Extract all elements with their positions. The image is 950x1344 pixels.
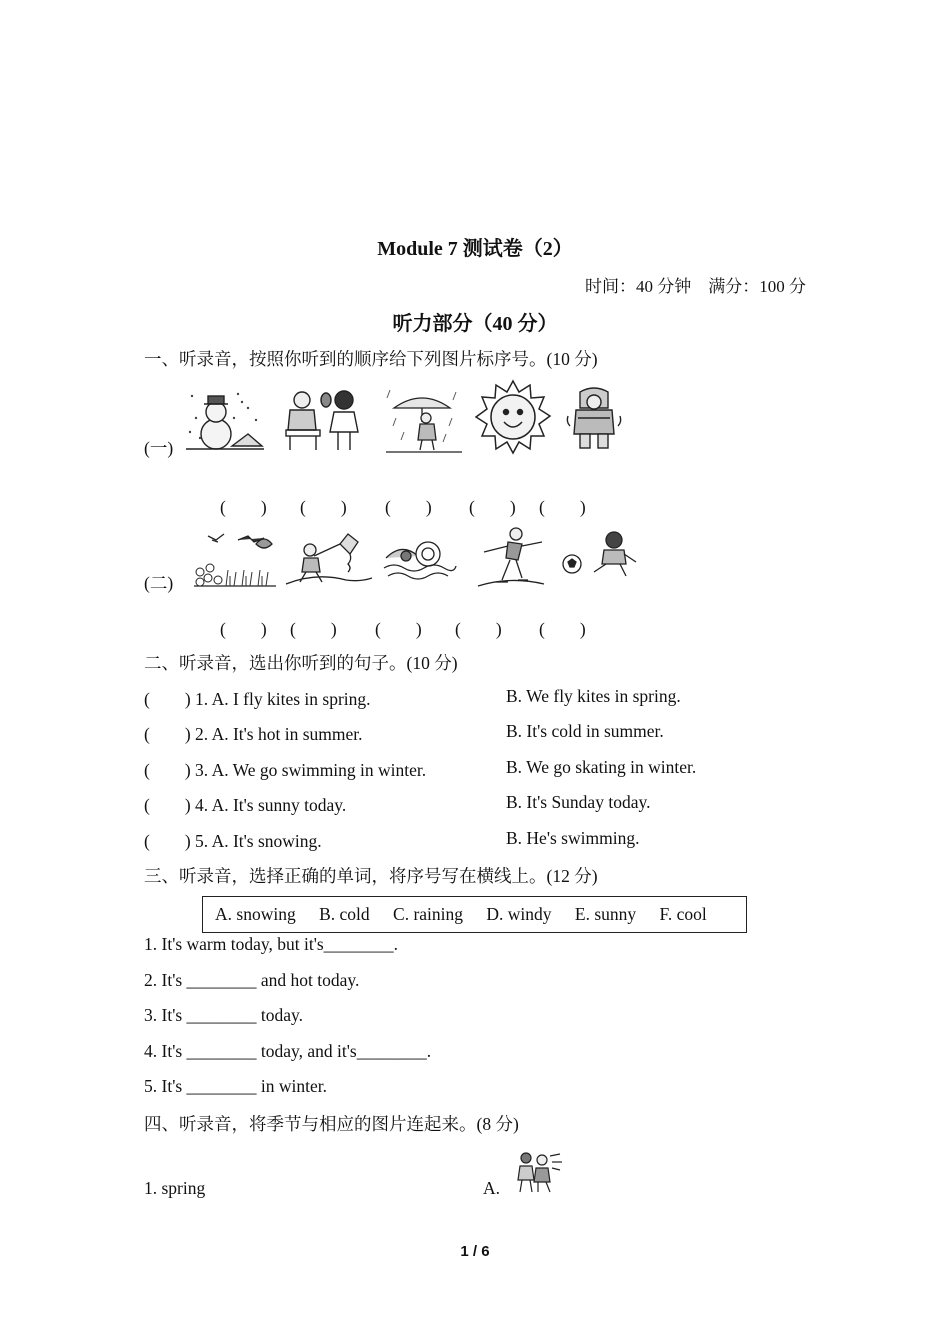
question-option-b: B. It's Sunday today. (506, 792, 651, 812)
section2-heading: 二、听录音，选出你听到的句子。(10 分) (144, 653, 458, 673)
word-option: D. windy (486, 904, 552, 924)
word-option: A. snowing (215, 904, 296, 924)
word-option: F. cool (659, 904, 707, 924)
sun-icon (476, 380, 550, 454)
answer-blank[interactable]: ( ) (539, 497, 586, 517)
birds-flowers-icon (194, 530, 276, 588)
question-option-a: ( ) 5. A. It's snowing. (144, 831, 322, 851)
sick-boy-girl-icon (282, 386, 364, 452)
exam-meta: 时间：40 分钟 满分：100 分 (585, 277, 806, 296)
football-boy-icon (560, 530, 640, 580)
answer-blank[interactable]: ( ) (469, 497, 516, 517)
answer-blank[interactable]: ( ) (220, 497, 267, 517)
answer-blank[interactable]: ( ) (375, 619, 422, 639)
question-option-a: ( ) 1. A. I fly kites in spring. (144, 689, 371, 709)
swimming-icon (384, 538, 456, 582)
cold-person-icon (566, 386, 622, 452)
question-option-a: ( ) 2. A. It's hot in summer. (144, 724, 363, 744)
question-option-b: B. We go skating in winter. (506, 757, 697, 777)
kite-boy-icon (286, 530, 372, 588)
fill-blank-item: 1. It's warm today, but it's________. (144, 934, 399, 954)
answer-blank[interactable]: ( ) (290, 619, 337, 639)
row2-label: (二) (144, 573, 174, 593)
snowman-icon (186, 388, 264, 452)
answer-blank[interactable]: ( ) (455, 619, 502, 639)
children-wind-icon (512, 1148, 562, 1196)
section3-heading: 三、听录音，选择正确的单词，将序号写在横线上。(12 分) (144, 866, 598, 886)
word-option: E. sunny (574, 904, 637, 924)
section-part-title: 听力部分（40 分） (392, 313, 558, 335)
page-number: 1 / 6 (460, 1243, 490, 1260)
answer-blank[interactable]: ( ) (539, 619, 586, 639)
fill-blank-item: 5. It's ________ in winter. (144, 1076, 328, 1096)
word-option: C. raining (393, 904, 464, 924)
section4-heading: 四、听录音，将季节与相应的图片连起来。(8 分) (144, 1114, 519, 1134)
fill-blank-item: 4. It's ________ today, and it's________. (144, 1041, 432, 1061)
answer-blank[interactable]: ( ) (300, 497, 347, 517)
section1-heading: 一、听录音，按照你听到的顺序给下列图片标序号。(10 分) (144, 349, 598, 369)
rain-umbrella-icon (386, 388, 462, 454)
page-title: Module 7 测试卷（2） (377, 238, 573, 260)
season-item: 1. spring (144, 1178, 206, 1198)
question-option-a: ( ) 3. A. We go swimming in winter. (144, 760, 427, 780)
question-option-b: B. He's swimming. (506, 828, 640, 848)
fill-blank-item: 3. It's ________ today. (144, 1005, 304, 1025)
row1-label: (一) (144, 438, 174, 458)
answer-blank[interactable]: ( ) (220, 619, 267, 639)
answer-blank[interactable]: ( ) (385, 497, 432, 517)
word-bank-box (202, 896, 747, 933)
picture-option-label: A. (483, 1178, 501, 1198)
word-option: B. cold (319, 904, 370, 924)
question-option-a: ( ) 4. A. It's sunny today. (144, 795, 347, 815)
question-option-b: B. We fly kites in spring. (506, 686, 681, 706)
skating-icon (474, 526, 546, 588)
question-option-b: B. It's cold in summer. (506, 721, 664, 741)
fill-blank-item: 2. It's ________ and hot today. (144, 970, 360, 990)
